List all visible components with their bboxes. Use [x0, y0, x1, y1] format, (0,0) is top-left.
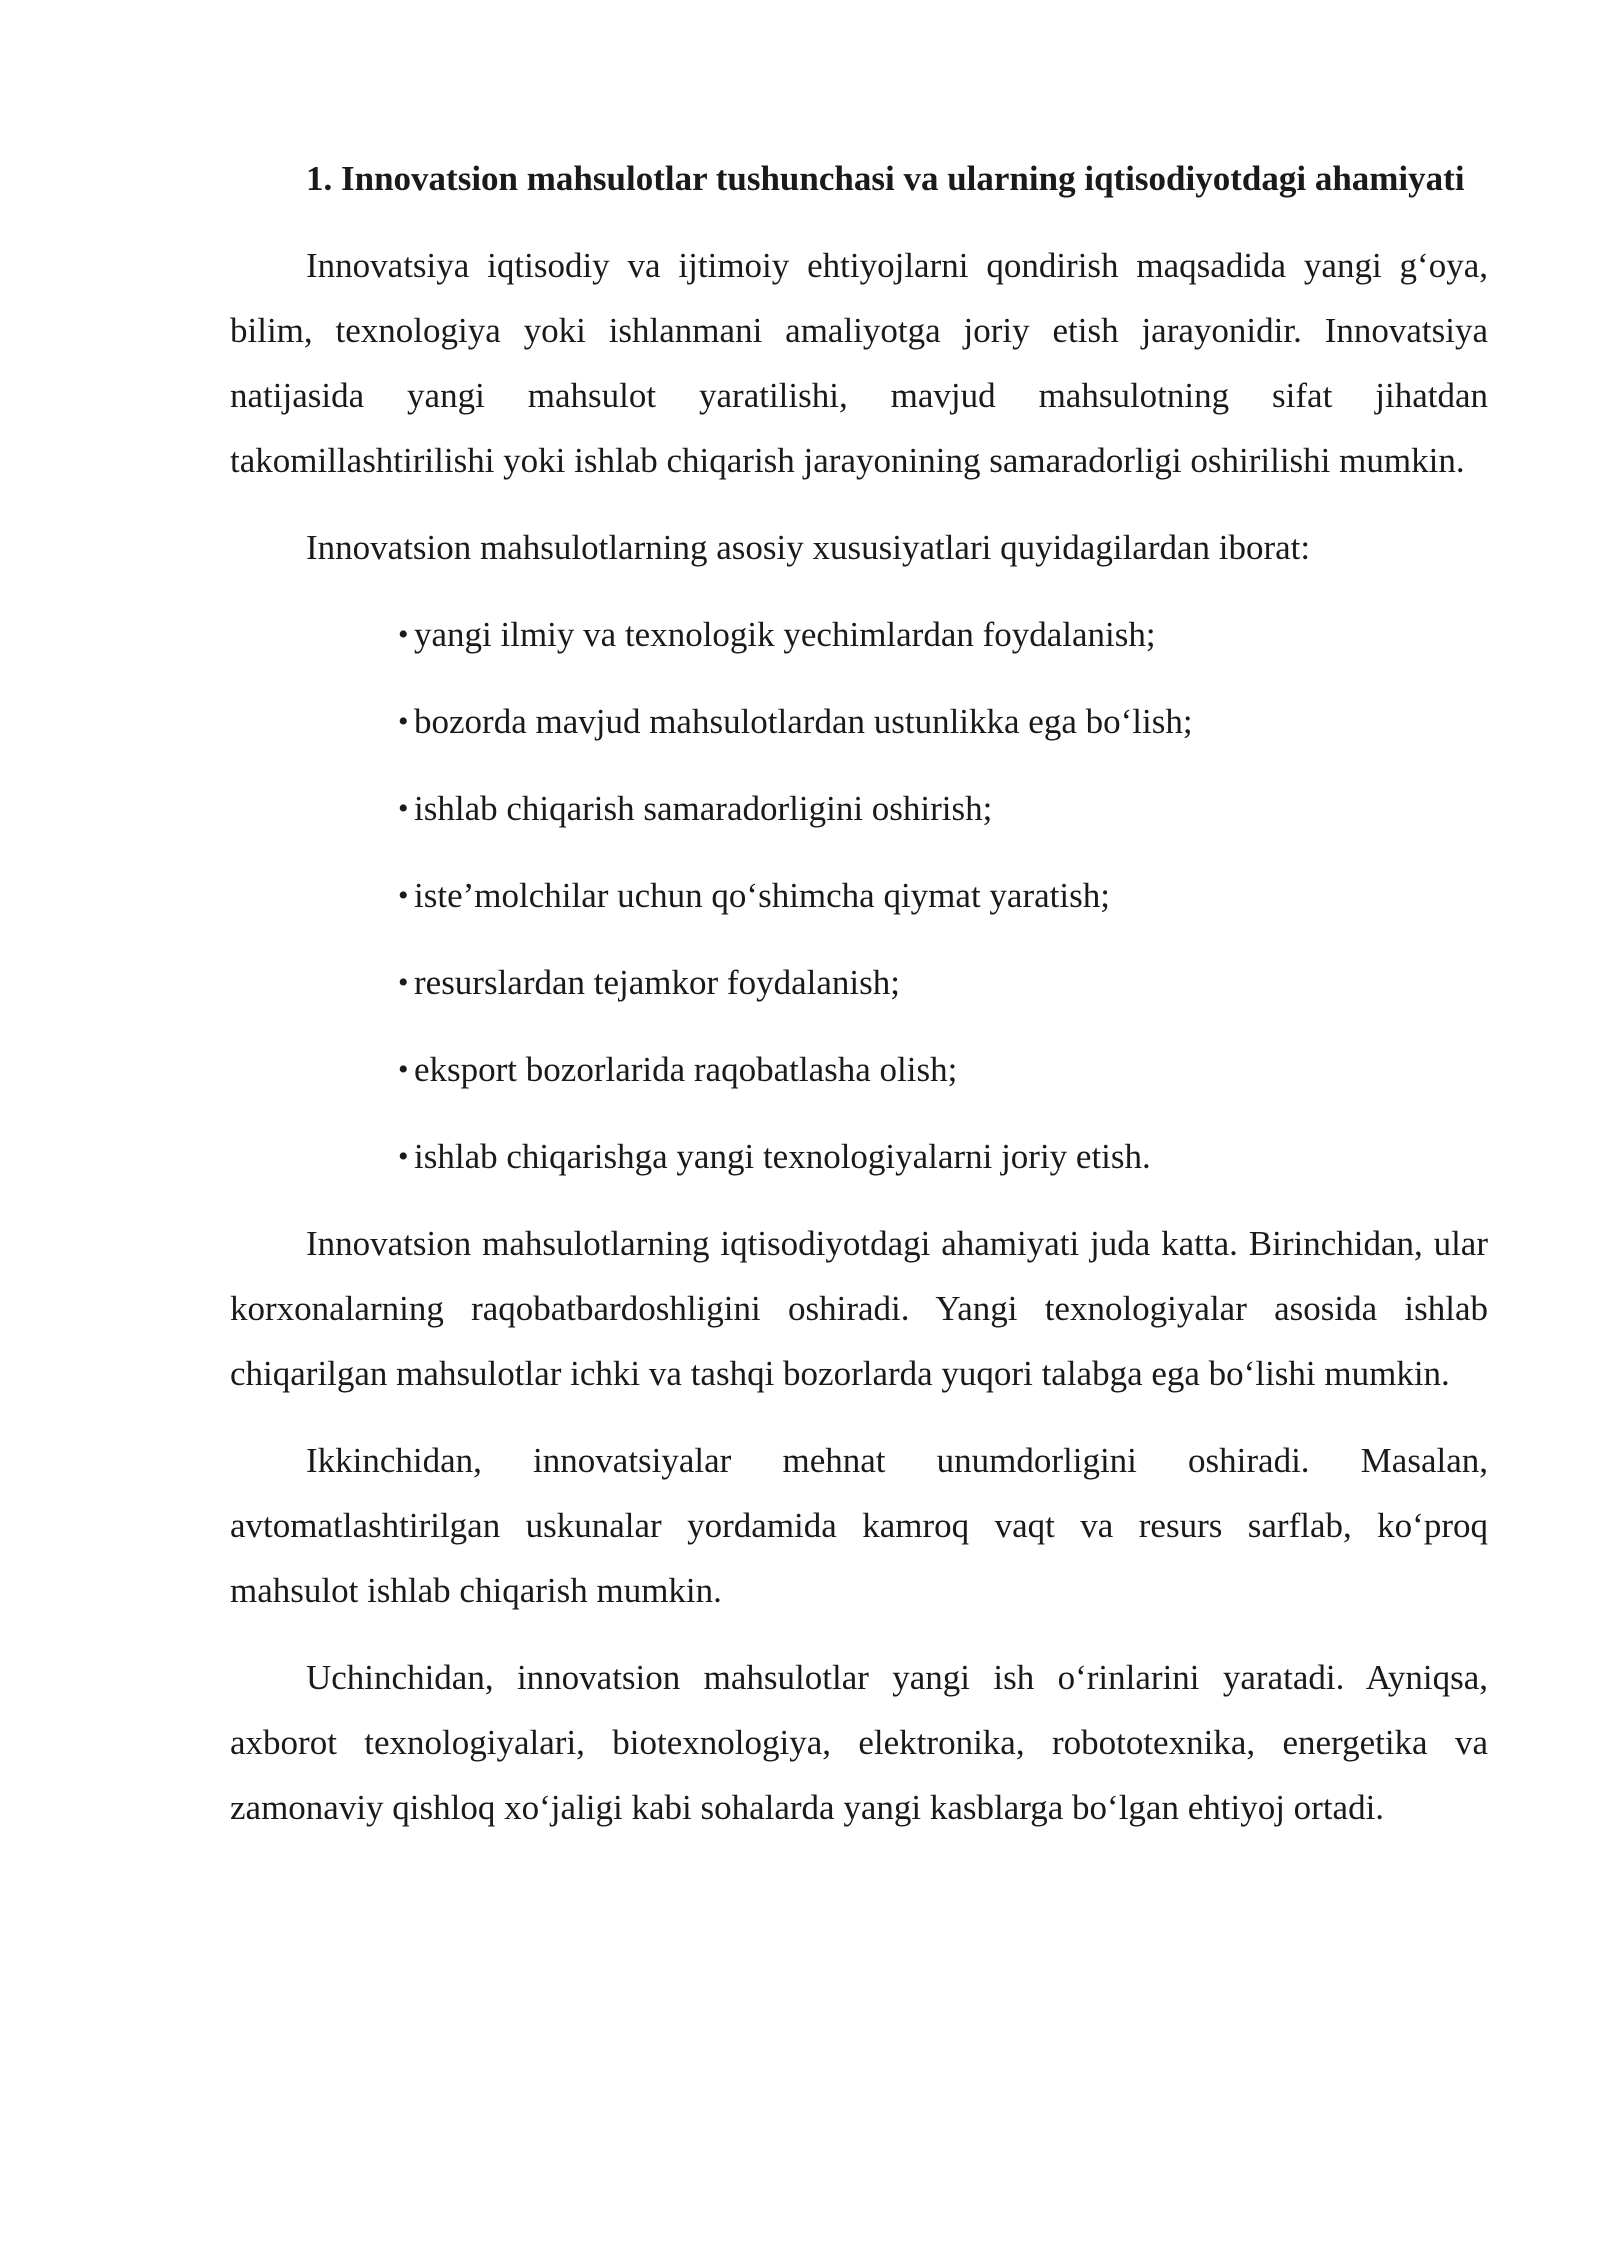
- paragraph-definition: Innovatsiya iqtisodiy va ijtimoiy ehtiyojlarni qondirish maqsadida yangi g‘oya, bilim, texnologiya yoki ishlanmani amaliyotga joriy etish jarayonidir. Innovatsiya natijasida yangi mahsulot yaratilishi, mavjud mahsulotning sifat jihatdan takomillashtirilishi yoki ishlab chiqarish jarayonining samaradorligi oshirilishi mumkin.: [230, 246, 1488, 480]
- list-item: [398, 689, 1488, 754]
- list-item: [398, 950, 1488, 1015]
- list-item: [398, 1037, 1488, 1102]
- document-body: [230, 146, 1488, 1862]
- bullet-icon: •: [398, 1053, 409, 1086]
- list-item: [398, 602, 1488, 667]
- list-item-text: ishlab chiqarish samaradorligini oshirish;: [414, 789, 993, 828]
- bullet-icon: •: [398, 966, 409, 999]
- list-item-text: bozorda mavjud mahsulotlardan ustunlikka ega bo‘lish;: [414, 702, 1193, 741]
- bullet-icon: •: [398, 618, 409, 651]
- list-item: [398, 1124, 1488, 1189]
- paragraph-list-intro: Innovatsion mahsulotlarning asosiy xususiyatlari quyidagilardan iborat:: [306, 528, 1311, 567]
- list-item-text: iste’molchilar uchun qo‘shimcha qiymat yaratish;: [414, 876, 1110, 915]
- paragraph-productivity: Ikkinchidan, innovatsiyalar mehnat unumdorligini oshiradi. Masalan, avtomatlashtirilgan uskunalar yordamida kamroq vaqt va resurs sarflab, ko‘proq mahsulot ishlab chiqarish mumkin.: [230, 1441, 1488, 1610]
- list-item-text: yangi ilmiy va texnologik yechimlardan foydalanish;: [414, 615, 1156, 654]
- bullet-icon: •: [398, 705, 409, 738]
- bullet-icon: •: [398, 879, 409, 912]
- section-heading: 1. Innovatsion mahsulotlar tushunchasi va ularning iqtisodiyotdagi ahamiyati: [306, 159, 1465, 198]
- paragraph-employment: Uchinchidan, innovatsion mahsulotlar yangi ish o‘rinlarini yaratadi. Ayniqsa, axborot texnologiyalari, biotexnologiya, elektronika, robototexnika, energetika va zamonaviy qishloq xo‘jaligi kabi sohalarda yangi kasblarga bo‘lgan ehtiyoj ortadi.: [230, 1658, 1488, 1827]
- bullet-icon: •: [398, 1140, 409, 1173]
- paragraph-importance: Innovatsion mahsulotlarning iqtisodiyotdagi ahamiyati juda katta. Birinchidan, ular korxonalarning raqobatbardoshligini oshiradi. Yangi texnologiyalar asosida ishlab chiqarilgan mahsulotlar ichki va tashqi bozorlarda yuqori talabga ega bo‘lishi mumkin.: [230, 1224, 1488, 1393]
- list-item-text: eksport bozorlarida raqobatlasha olish;: [414, 1050, 958, 1089]
- list-item: [398, 863, 1488, 928]
- list-item-text: ishlab chiqarishga yangi texnologiyalarni joriy etish.: [414, 1137, 1151, 1176]
- list-item-text: resurslardan tejamkor foydalanish;: [414, 963, 900, 1002]
- list-item: [398, 776, 1488, 841]
- bullet-icon: •: [398, 792, 409, 825]
- features-list: [230, 602, 1488, 1189]
